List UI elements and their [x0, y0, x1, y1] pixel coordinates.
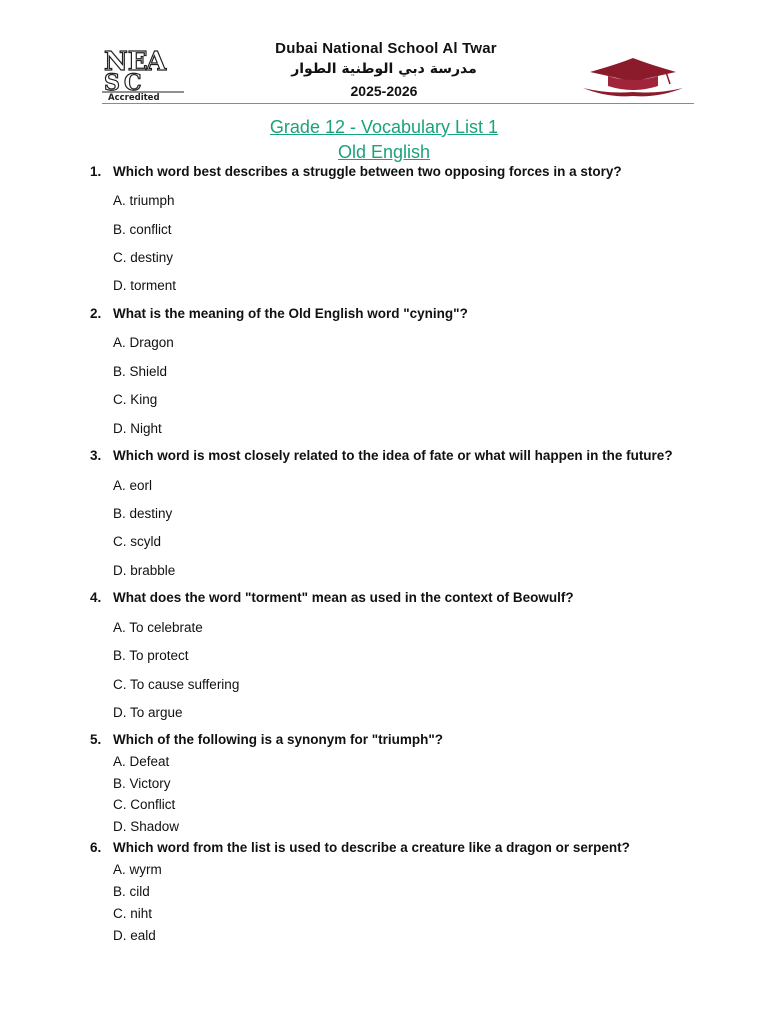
option-2c: C. King: [113, 392, 158, 407]
svg-text:NE: NE: [104, 47, 148, 77]
question-number: 3.: [90, 448, 102, 463]
question-6: [90, 840, 630, 855]
option-3b: B. destiny: [113, 506, 173, 521]
option-3d: D. brabble: [113, 563, 176, 578]
question-3: [90, 448, 673, 463]
school-name-english: Dubai National School Al Twar: [275, 40, 497, 57]
question-5: [90, 732, 443, 747]
question-text: What is the meaning of the Old English word "cyning"?: [113, 306, 468, 321]
option-5d: D. Shadow: [113, 819, 180, 834]
graduation-cap-crest-icon: [578, 48, 688, 98]
question-number: 6.: [90, 840, 102, 855]
question-text: Which word is most closely related to the idea of fate or what will happen in the future?: [113, 448, 673, 463]
option-5b: B. Victory: [113, 776, 171, 791]
option-1c: C. destiny: [113, 250, 174, 265]
option-1b: B. conflict: [113, 222, 172, 237]
option-2d: D. Night: [113, 421, 162, 436]
svg-text:C: C: [124, 70, 142, 96]
svg-text:Accredited: Accredited: [108, 93, 160, 102]
option-6a: A. wyrm: [113, 862, 162, 877]
option-4b: B. To protect: [113, 648, 189, 663]
option-5c: C. Conflict: [113, 797, 176, 812]
option-3c: C. scyld: [113, 534, 162, 549]
option-4a: A. To celebrate: [113, 620, 203, 635]
academic-year: 2025-2026: [350, 83, 418, 99]
question-number: 1.: [90, 164, 102, 179]
question-text: Which word best describes a struggle between two opposing forces in a story?: [113, 164, 622, 179]
question-text: Which of the following is a synonym for "triumph"?: [113, 732, 444, 747]
question-number: 4.: [90, 590, 102, 605]
question-number: 5.: [90, 732, 102, 747]
school-name-arabic: مدرسة دبي الوطنية الطوار: [291, 61, 477, 77]
option-1a: A. triumph: [113, 193, 175, 208]
question-1: [90, 164, 622, 179]
option-6d: D. eald: [113, 928, 156, 943]
option-5a: A. Defeat: [113, 754, 170, 769]
question-2: [90, 306, 468, 321]
option-1d: D. torment: [113, 278, 177, 293]
option-4c: C. To cause suffering: [113, 677, 240, 692]
header-divider: [102, 103, 694, 104]
option-6b: B. cild: [113, 884, 150, 899]
question-number: 2.: [90, 306, 102, 321]
option-2a: A. Dragon: [113, 335, 174, 350]
svg-text:A: A: [146, 47, 167, 77]
svg-text:S: S: [104, 70, 120, 96]
page-subtitle: Old English: [337, 142, 431, 162]
question-text: What does the word "torment" mean as used in the context of Beowulf?: [113, 590, 574, 605]
option-4d: D. To argue: [113, 705, 183, 720]
question-4: [90, 590, 574, 605]
option-3a: A. eorl: [113, 478, 153, 493]
question-text: Which word from the list is used to describe a creature like a dragon or serpent?: [113, 840, 630, 855]
option-6c: C. niht: [113, 906, 153, 921]
page-title: Grade 12 - Vocabulary List 1: [269, 117, 499, 137]
option-2b: B. Shield: [113, 364, 168, 379]
document-header: [0, 0, 768, 110]
